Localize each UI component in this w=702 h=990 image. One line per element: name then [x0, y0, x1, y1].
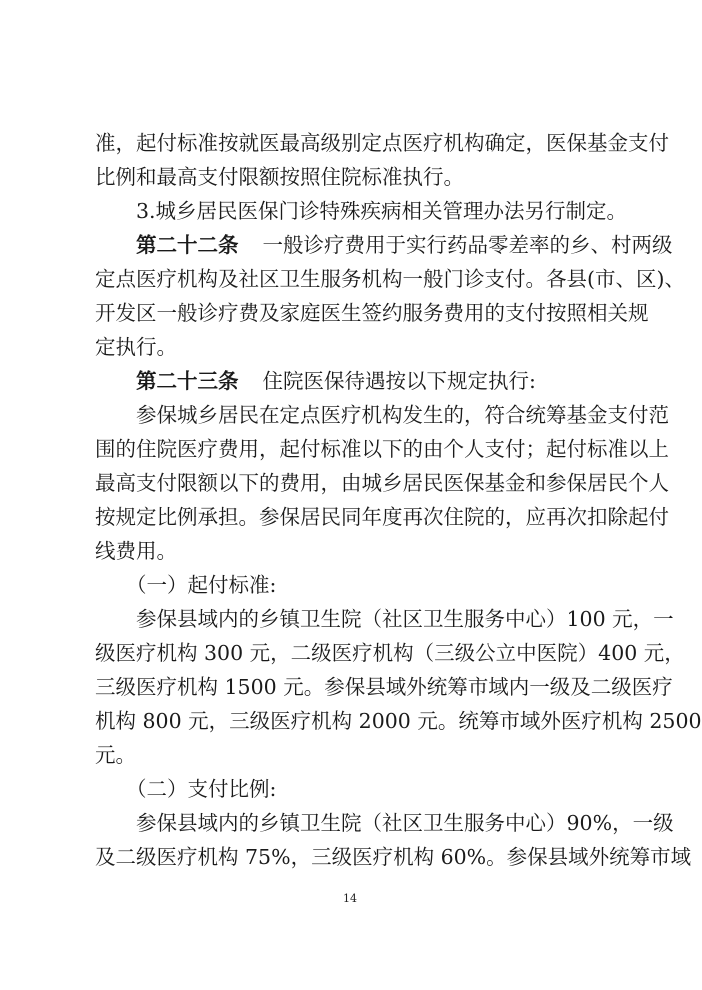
text-line-6: 开发区一般诊疗费及家庭医生签约服务费用的支付按照相关规 — [95, 301, 649, 325]
article-23-line — [136, 364, 615, 398]
text-line-2: 比例和最高支付限额按照住院标准执行。 — [95, 165, 464, 189]
text-line-22: 参保县域内的乡镇卫生院（社区卫生服务中心）90%，一级 — [136, 811, 674, 835]
text-line-18: 三级医疗机构 1500 元。参保县域外统筹市域内一级及二级医疗 — [95, 675, 673, 699]
article-23-heading: 第二十三条 — [136, 369, 239, 393]
text-line-16: 参保县域内的乡镇卫生院（社区卫生服务中心）100 元，一 — [136, 607, 674, 631]
text-line-12: 最高支付限额以下的费用，由城乡居民医保基金和参保居民个人 — [95, 471, 669, 495]
text-line-19: 机构 800 元，三级医疗机构 2000 元。统筹市域外医疗机构 2500 — [95, 709, 702, 733]
text-line-1: 准，起付标准按就医最高级别定点医疗机构确定，医保基金支付 — [95, 131, 669, 155]
text-line-3: 3.城乡居民医保门诊特殊疾病相关管理办法另行制定。 — [136, 199, 628, 223]
page-number: 14 — [343, 892, 357, 905]
text-line-10: 参保城乡居民在定点医疗机构发生的，符合统筹基金支付范 — [136, 403, 669, 427]
section-heading-1: （一）起付标准: — [126, 573, 277, 597]
text-line-14: 线费用。 — [95, 539, 177, 563]
text-line-20: 元。 — [95, 743, 136, 767]
article-22-heading: 第二十二条 — [136, 233, 239, 257]
text-line-23: 及二级医疗机构 75%，三级医疗机构 60%。参保县域外统筹市域 — [95, 845, 692, 869]
article-22-line — [136, 228, 673, 262]
text-line-11: 围的住院医疗费用，起付标准以下的由个人支付；起付标准以上 — [95, 437, 669, 461]
text-line-7: 定执行。 — [95, 335, 177, 359]
section-heading-2: （二）支付比例: — [126, 777, 277, 801]
text-line-5: 定点医疗机构及社区卫生服务机构一般门诊支付。各县(市、区)、 — [95, 267, 685, 291]
article-22-text: 一般诊疗费用于实行药品零差率的乡、村两级 — [262, 233, 673, 257]
article-23-text: 住院医保待遇按以下规定执行: — [262, 369, 536, 393]
text-line-13: 按规定比例承担。参保居民同年度再次住院的，应再次扣除起付 — [95, 505, 669, 529]
text-line-17: 级医疗机构 300 元，二级医疗机构（三级公立中医院）400 元， — [95, 641, 685, 665]
